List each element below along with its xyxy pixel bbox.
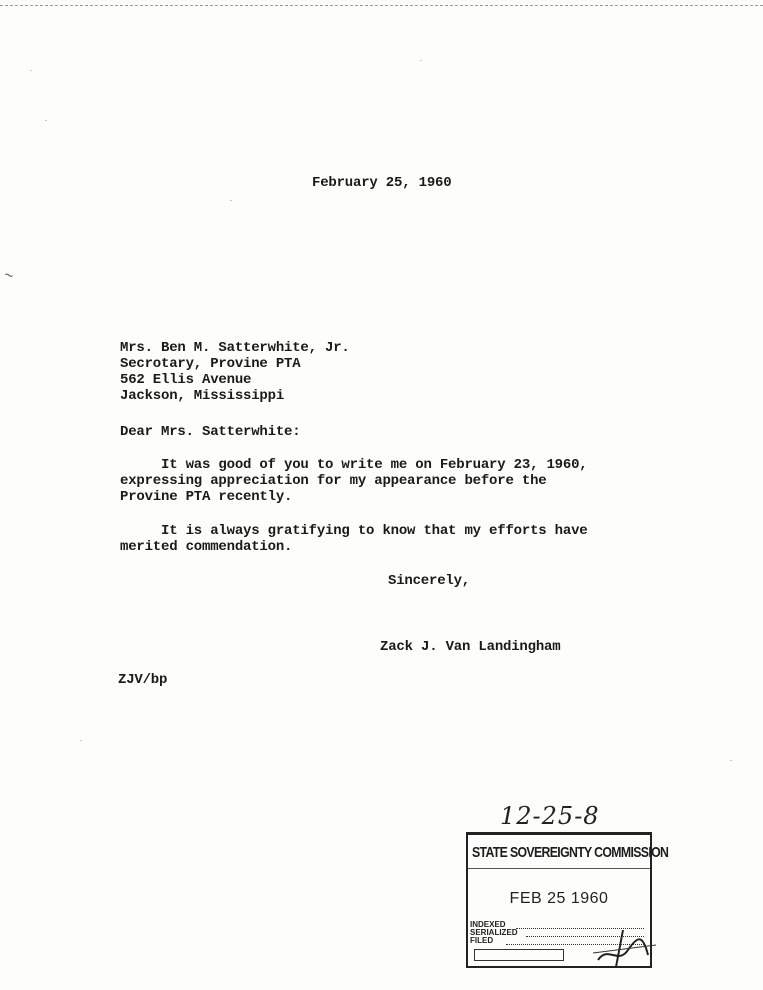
address-line-street: 562 Ellis Avenue	[120, 372, 252, 388]
paper-speck	[80, 740, 82, 741]
stamp-label-filed: FILED	[470, 936, 494, 945]
typist-initials: ZJV/bp	[118, 672, 168, 688]
handwritten-initials-scribble	[588, 925, 658, 970]
scan-edge-line	[0, 5, 763, 7]
paper-speck	[730, 760, 732, 761]
paper-speck	[45, 120, 47, 121]
letter-date: February 25, 1960	[312, 175, 452, 191]
stamp-entry-box	[474, 949, 564, 961]
paper-speck	[420, 60, 422, 61]
paragraph-1-line: Provine PTA recently.	[120, 489, 293, 505]
paragraph-1-line: expressing appreciation for my appearance before the	[120, 473, 547, 489]
stamp-date: FEB 25 1960	[509, 890, 609, 907]
paper-speck	[30, 70, 32, 71]
signer-name: Zack J. Van Landingham	[380, 639, 561, 655]
body-paragraph-2	[120, 523, 587, 555]
complimentary-closing: Sincerely,	[388, 573, 471, 589]
stamp-title: STATE SOVEREIGNTY COMMISSION	[472, 844, 669, 861]
stamp-divider	[468, 868, 650, 869]
paragraph-1-line: It was good of you to write me on February 23, 1960,	[120, 457, 588, 473]
handwritten-file-number: 12-25-8	[500, 802, 600, 830]
stamp-label-serialized: SERIALIZED	[470, 928, 518, 937]
salutation: Dear Mrs. Satterwhite:	[120, 424, 301, 440]
stamp-labels	[470, 921, 518, 945]
paragraph-2-line: merited commendation.	[120, 539, 293, 555]
stamp-label-indexed: INDEXED	[470, 920, 506, 929]
margin-mark: ~	[1, 266, 17, 284]
paragraph-2-line: It is always gratifying to know that my efforts have	[120, 523, 588, 539]
address-line-name: Mrs. Ben M. Satterwhite, Jr.	[120, 340, 350, 356]
paper-speck	[230, 200, 232, 201]
body-paragraph-1	[120, 457, 587, 505]
recipient-address	[120, 340, 350, 404]
commission-stamp	[466, 832, 669, 968]
address-line-title: Secrotary, Provine PTA	[120, 356, 301, 372]
address-line-city: Jackson, Mississippi	[120, 388, 285, 404]
